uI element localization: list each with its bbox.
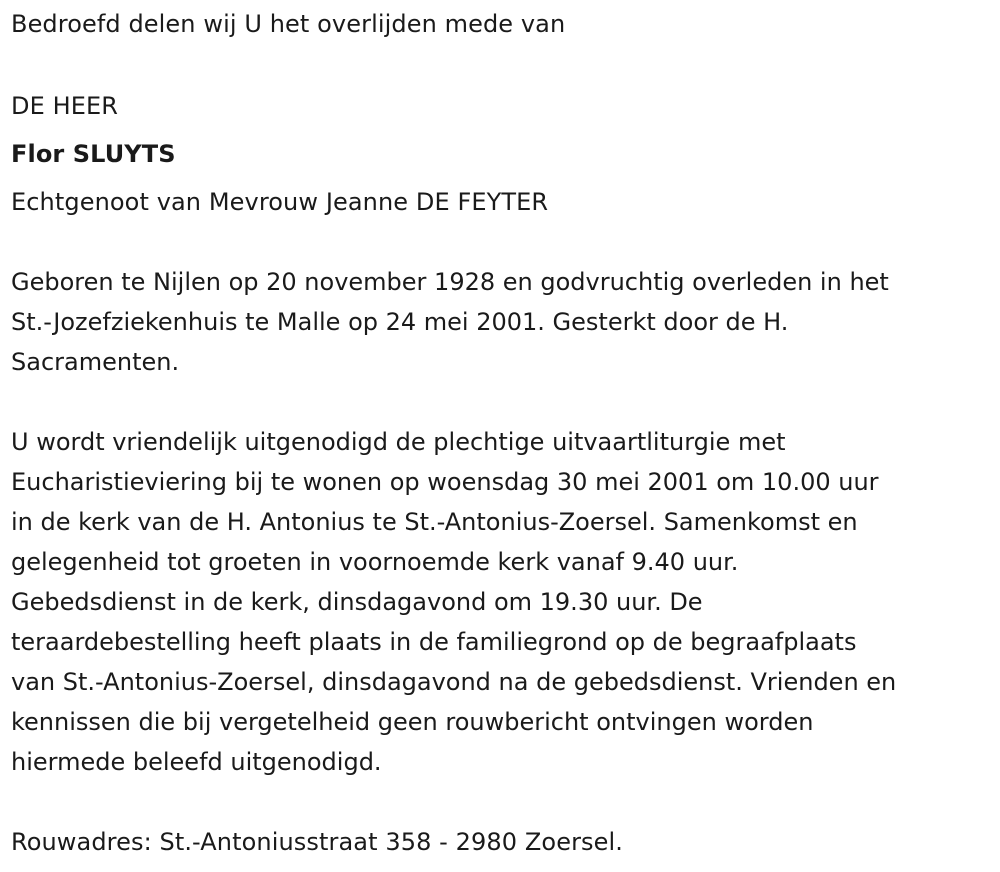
paragraph-line: van St.-Antonius-Zoersel, dinsdagavond na de gebedsdienst. Vrienden en — [11, 668, 897, 696]
paragraph-line: Sacramenten. — [11, 348, 180, 376]
paragraph-line: in de kerk van de H. Antonius te St.-Antonius-Zoersel. Samenkomst en — [11, 508, 858, 536]
paragraph-line: U wordt vriendelijk uitgenodigd de plechtige uitvaartliturgie met — [11, 428, 786, 456]
birth-death-paragraph — [11, 262, 991, 382]
paragraph-line: Eucharistieviering bij te wonen op woensdag 30 mei 2001 om 10.00 uur — [11, 468, 879, 496]
funeral-paragraph — [11, 422, 991, 782]
honorific: DE HEER — [11, 92, 119, 120]
paragraph-line: gelegenheid tot groeten in voornoemde kerk vanaf 9.40 uur. — [11, 548, 739, 576]
paragraph-line: teraardebestelling heeft plaats in de familiegrond op de begraafplaats — [11, 628, 857, 656]
paragraph-line: hiermede beleefd uitgenodigd. — [11, 748, 382, 776]
paragraph-line: Gebedsdienst in de kerk, dinsdagavond om 19.30 uur. De — [11, 588, 703, 616]
spouse-line: Echtgenoot van Mevrouw Jeanne DE FEYTER — [11, 188, 549, 216]
paragraph-line: St.-Jozefziekenhuis te Malle op 24 mei 2001. Gesterkt door de H. — [11, 308, 789, 336]
deceased-name: Flor SLUYTS — [11, 140, 176, 168]
paragraph-line: Geboren te Nijlen op 20 november 1928 en godvruchtig overleden in het — [11, 268, 889, 296]
mourning-address: Rouwadres: St.-Antoniusstraat 358 - 2980 Zoersel. — [11, 828, 624, 856]
paragraph-line: kennissen die bij vergetelheid geen rouwbericht ontvingen worden — [11, 708, 814, 736]
intro-text: Bedroefd delen wij U het overlijden mede van — [11, 10, 566, 38]
